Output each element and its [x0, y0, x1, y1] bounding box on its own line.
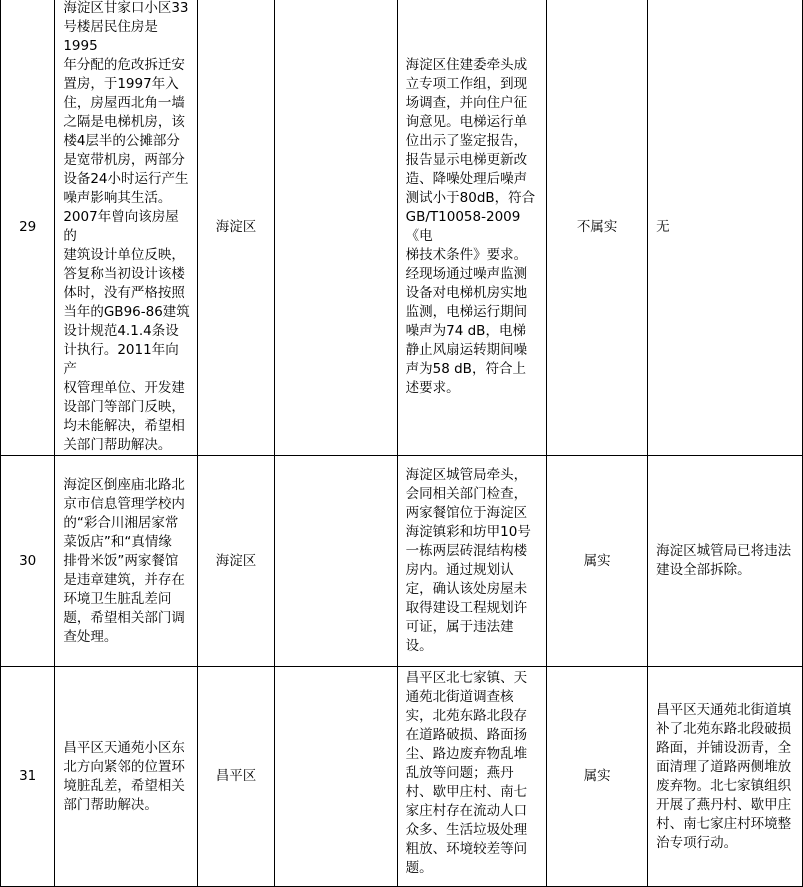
finding-cell [275, 667, 398, 887]
row-number: 31 [1, 667, 55, 887]
result-cell [648, 667, 803, 887]
investigation-text: 海淀区城管局牵头， 会同相关部门检查， 两家餐馆位于海淀区 海淀镇彩和坊甲10号 一栋两层砖混结构楼 房内。通过规划认 定，确认该处房屋未 取得建设工程规划许 可证，属于违法建 设。 [405, 467, 531, 654]
result-text: 海淀区城管局已将违法 建设全部拆除。 [656, 543, 792, 578]
issue-text: 海淀区甘家口小区33 号楼居民住房是1995 年分配的危改拆迁安 置房，于1997年入 住，房屋西北角一墙 之隔是电梯机房，该 楼4层半的公摊部分 是宽带机房，两部分 设备24小时运行产生 噪声影响其生活。 2007年曾向该房屋的 建筑设计单位反映， 答复称当初设计该楼 体时，没有严格按照 当年的GB96-86建筑 设计规范4.1.4条设 计执行。2011年向产 权管理单位、开发建 设部门等部门反映， 均未能解决，希望相 关部门帮助解决。 [63, 0, 190, 453]
investigation-cell [397, 0, 547, 456]
district-cell: 昌平区 [197, 667, 274, 887]
district-cell: 海淀区 [197, 0, 274, 456]
table-row [1, 667, 803, 887]
row-number: 30 [1, 456, 55, 667]
issue-cell [55, 0, 198, 456]
issue-text: 海淀区倒座庙北路北 京市信息管理学校内 的“彩合川湘居家常 菜饭店”和“真情缘 排骨米饭”两家餐馆 是违章建筑，并存在 环境卫生脏乱差问 题，希望相关部门调 查处理。 [63, 476, 185, 645]
issue-cell [55, 667, 198, 887]
issue-cell [55, 456, 198, 667]
result-cell [648, 0, 803, 456]
verdict-cell: 属实 [547, 456, 648, 667]
investigation-text: 海淀区住建委牵头成 立专项工作组，到现 场调查，并向住户征 询意见。电梯运行单 位出示了鉴定报告， 报告显示电梯更新改 造、降噪处理后噪声 测试小于80dB，符合 GB/T10058-2009《电 梯技术条件》要求。 经现场通过噪声监测 设备对电梯机房实地 监测，电梯运行期间 噪声为74 dB，电梯 静止风扇运转期间噪 声为58 dB，符合上 述要求。 [405, 57, 536, 396]
investigation-cell [397, 456, 547, 667]
verdict-cell: 不属实 [547, 0, 648, 456]
finding-cell [275, 0, 398, 456]
verdict-cell: 属实 [547, 667, 648, 887]
issue-text: 昌平区天通苑小区东 北方向紧邻的位置环 境脏乱差，希望相关 部门帮助解决。 [63, 739, 185, 813]
table-row [1, 0, 803, 456]
row-number: 29 [1, 0, 55, 456]
table-row [1, 456, 803, 667]
investigation-text: 昌平区北七家镇、天 通苑北街道调查核 实，北苑东路北段存 在道路破损、路面扬 尘、路边废弃物乱堆 乱放等问题；燕丹 村、歇甲庄村、南七 家庄村存在流动人口 众多、生活垃圾处理 粗放、环境较差等问 题。 [405, 670, 528, 876]
result-cell [648, 456, 803, 667]
result-text: 昌平区天通苑北街道填 补了北苑东路北段破损 路面，并铺设沥青，全 面清理了道路两侧堆放 废弃物。北七家镇组织 开展了燕丹村、歇甲庄 村、南七家庄村环境整 治专项行动。 [656, 701, 792, 851]
district-cell: 海淀区 [197, 456, 274, 667]
finding-cell [275, 456, 398, 667]
investigation-cell [397, 667, 547, 887]
result-text: 无 [656, 218, 670, 235]
